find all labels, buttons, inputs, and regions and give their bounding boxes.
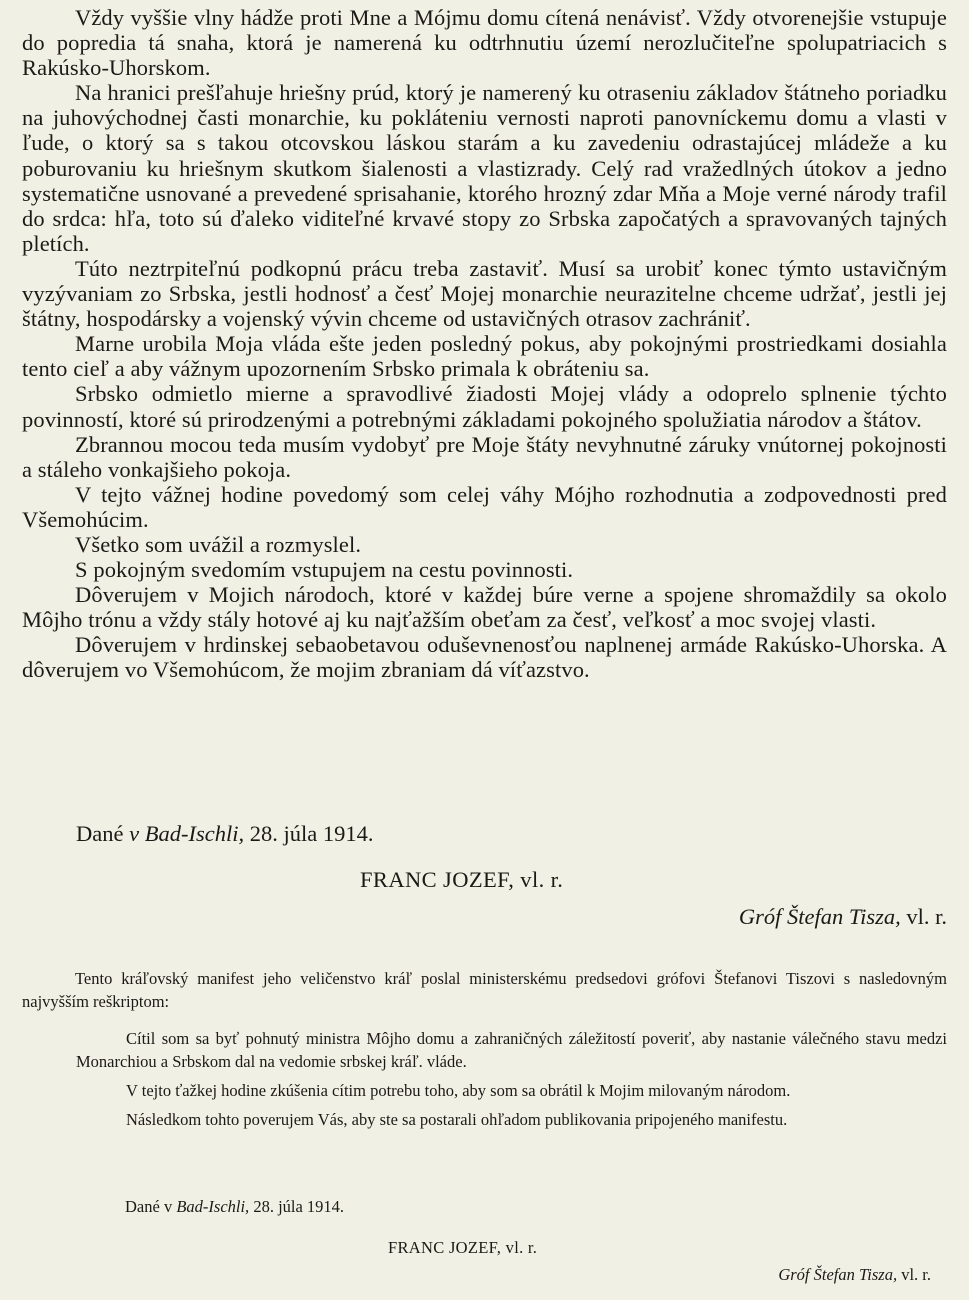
manifesto-paragraph: Na hranici prešľahuje hriešny prúd, ktorý je namerený ku otraseniu základov štátneho poriadku na juhovýchodnej časti monarchie, ku pokláteniu vernosti naproti panovníckemu domu a vlasti v ľude, o ktorý sa s takou otcovskou láskou starám a ku zavedeniu odrastajúcej mládeže a ku poburovaniu ku hriešnym skutkom šialenosti a vlastizrady. Celý rad vražedlných útokov a jedno systematične usnované a prevedené sprisahanie, ktorého hrozný zdar Mňa a Moje verné národy trafil do srdca: hľa, toto sú ďaleko viditeľné krvavé stopy zo Srbska započatých a spravovaných tajných pletích. (22, 80, 947, 256)
rescript-dateline (125, 1197, 344, 1217)
manifesto-paragraph: Marne urobila Moja vláda ešte jeden posledný pokus, aby pokojnými prostriedkami dosiahla tento cieľ a aby vážnym upozornením Srbsko primala k obráteniu sa. (22, 331, 947, 382)
rescript-paragraph: Následkom tohto poverujem Vás, aby ste sa postarali ohľadom publikovania pripojeného manifestu. (126, 1110, 788, 1129)
rescript-intro: Tento kráľovský manifest jeho veličenstvo kráľ poslal ministerskému predsedovi grófovi Štefanovi Tiszovi s nasledovným najvyšším reškriptom: (22, 969, 947, 1011)
manifesto-paragraph: Srbsko odmietlo mierne a spravodlivé žiadosti Mojej vlády a odoprelo splnenie týchto povinností, ktoré sú prirodzenými a potrebnými základami pokojného spolužiatia národov a štátov. (22, 381, 947, 432)
manifesto-paragraph: Dôverujem v hrdinskej sebaobetavou oduševnenosťou naplnenej armáde Rakúsko-Uhorska. A dôverujem vo Všemohúcom, že mojim zbraniam dá víťazstvo. (22, 632, 947, 683)
manifesto-dateline (76, 821, 373, 847)
signature-minister-name: Gróf Štefan Tisza, (738, 904, 901, 929)
rescript-section (0, 967, 969, 1137)
manifesto-paragraph: Zbrannou mocou teda musím vydobyť pre Moje štáty nevyhnutné záruky vnútornej pokojnosti a stáleho vonkajšieho pokoja. (22, 431, 947, 482)
manifesto-paragraph: Všetko som uvážil a rozmyslel. (75, 531, 362, 557)
signature-minister-suffix: vl. r. (900, 904, 947, 929)
manifesto-paragraph: Dôverujem v Mojich národoch, ktoré v každej búre verne a spojene shromaždily sa okolo Môjho trónu a vždy stály hotové aj ku najťažším obeťam za česť, veľkosť a moc svojej vlasti. (22, 582, 947, 633)
signature-minister (739, 904, 947, 930)
signature-emperor: FRANC JOZEF, vl. r. (360, 867, 564, 892)
rescript-paragraph: V tejto ťažkej hodine zkúšenia cítim potrebu toho, aby som sa obrátil k Mojim milovaným národom. (126, 1081, 791, 1100)
manifesto-paragraph: S pokojným svedomím vstupujem na cestu povinnosti. (75, 557, 574, 583)
signature-minister-suffix: vl. r. (897, 1265, 931, 1284)
manifesto-paragraph: V tejto vážnej hodine povedomý som celej váhy Mójho rozhodnutia a zodpovednosti pred Všemohúcim. (22, 481, 947, 532)
manifesto-paragraph: Túto neztrpiteľnú podkopnú prácu treba zastaviť. Musí sa urobiť konec týmto ustavičným vyzývaniam zo Srbska, jestli hodnosť a česť Mojej monarchie neurazitelne chceme udržať, jestli jej štátny, hospodársky a vojenský vývin chceme od ustavičných otrasov zachrániť. (22, 255, 947, 332)
rescript-body (0, 1027, 969, 1131)
signature-minister-name: Gróf Štefan Tisza, (778, 1265, 898, 1284)
dateline-place: Bad-Ischli, (176, 1197, 250, 1216)
dateline-date: 28. júla 1914. (244, 821, 374, 846)
rescript-paragraph: Cítil som sa byť pohnutý ministra Môjho domu a zahraničných záležitostí poveriť, aby nastanie válečného stavu medzi Monarchiou a Srbskom dal na vedomie srbskej kráľ. vláde. (76, 1029, 947, 1071)
rescript-signature-emperor: FRANC JOZEF, vl. r. (388, 1238, 538, 1257)
rescript-signature-minister (778, 1265, 931, 1285)
dateline-prefix: Dané v (125, 1197, 177, 1216)
dateline-prefix: Dané (76, 821, 130, 846)
dateline-place: v Bad-Ischli, (129, 821, 245, 846)
manifesto-paragraph: Vždy vyššie vlny hádže proti Mne a Mójmu domu cítená nenávisť. Vždy otvorenejšie vstupuje do popredia tá snaha, ktorá je namerená ku odtrhnutiu území nerozlučiteľne spolupatriacich s Rakúsko-Uhorskom. (22, 5, 947, 81)
dateline-date: 28. júla 1914. (249, 1197, 345, 1216)
manifesto-body (0, 5, 969, 683)
